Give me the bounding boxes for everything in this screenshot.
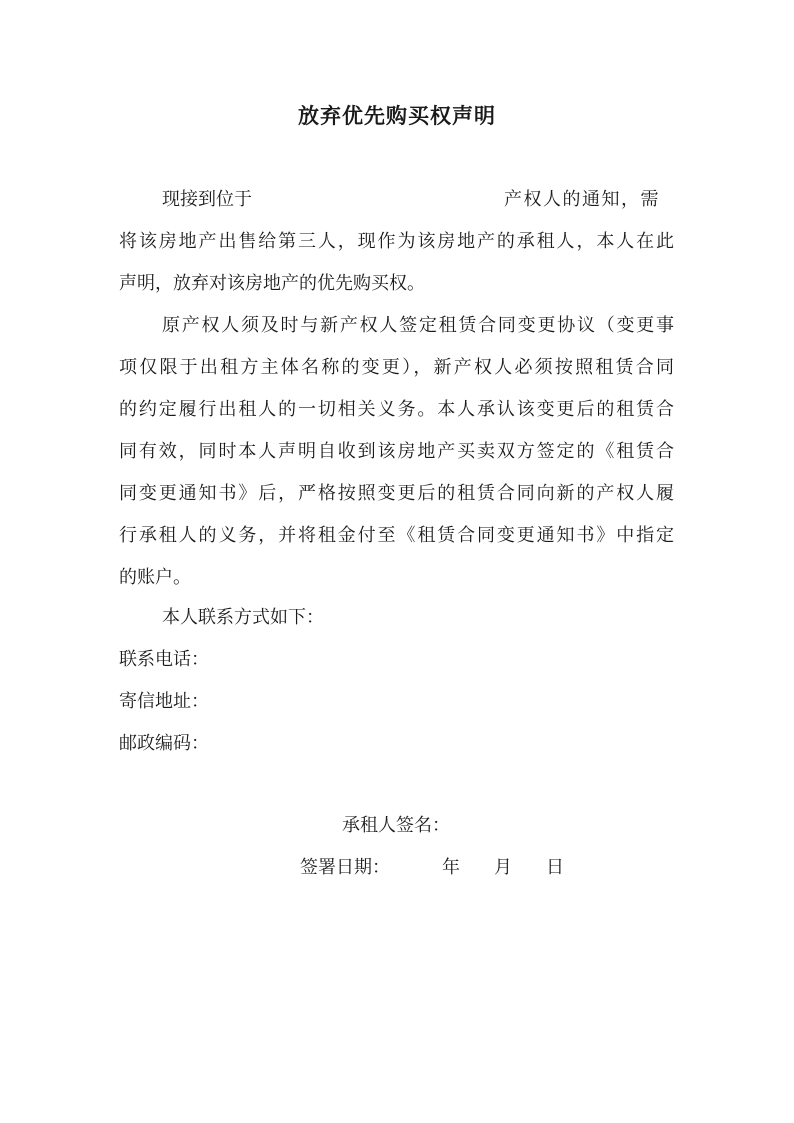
para2-line3: 的约定履行出租人的一切相关义务。本人承认该变更后的租赁合	[119, 399, 674, 420]
para2-line5: 同变更通知书》后，严格按照变更后的租赁合同向新的产权人履	[119, 483, 674, 504]
para2-line6: 行承租人的义务，并将租金付至《租赁合同变更通知书》中指定	[119, 525, 674, 546]
phone-label: 联系电话：	[119, 649, 209, 670]
para1-line1-start: 现接到位于	[162, 189, 252, 210]
signing-date-label: 签署日期：	[300, 857, 390, 878]
day-label: 日	[546, 857, 564, 878]
address-label: 寄信地址：	[119, 691, 209, 712]
para2-line7: 的账户。	[119, 567, 191, 588]
postcode-label: 邮政编码：	[119, 733, 209, 754]
document-title: 放弃优先购买权声明	[298, 103, 496, 128]
month-label: 月	[494, 857, 512, 878]
para1-line1-end: 产权人的通知，需	[504, 189, 660, 210]
para2-line4: 同有效，同时本人声明自收到该房地产买卖双方签定的《租赁合	[119, 441, 674, 462]
para2-line2: 项仅限于出租方主体名称的变更），新产权人必须按照租赁合同	[119, 357, 674, 378]
year-label: 年	[442, 857, 460, 878]
para1-line1	[162, 186, 660, 214]
signing-date-row	[300, 854, 564, 882]
para1-line3: 声明，放弃对该房地产的优先购买权。	[119, 273, 425, 294]
para1-line2: 将该房地产出售给第三人，现作为该房地产的承租人，本人在此	[119, 231, 674, 252]
tenant-signature-label: 承租人签名：	[342, 815, 450, 836]
para2-line1: 原产权人须及时与新产权人签定租赁合同变更协议（变更事	[162, 315, 674, 336]
contact-intro: 本人联系方式如下：	[162, 607, 324, 628]
